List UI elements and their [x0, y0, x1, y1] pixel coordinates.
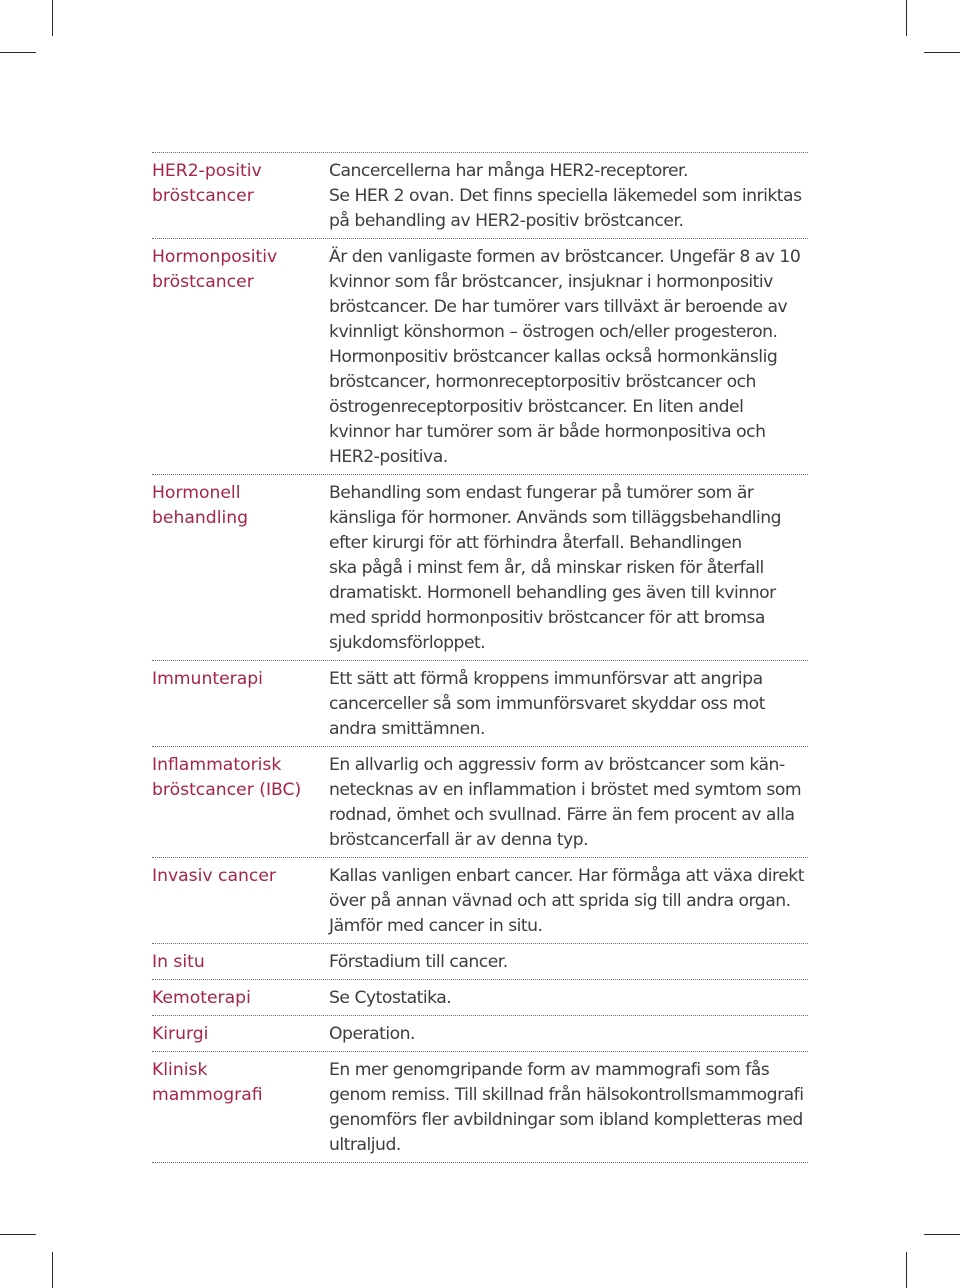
- glossary-definition: Kallas vanligen enbart cancer. Har förmåga att växa direkt över på annan vävnad och att sprida sig till andra organ. Jämför med cancer in situ.: [329, 866, 804, 936]
- glossary-row: [152, 746, 808, 857]
- glossary-definition: En mer genomgripande form av mammografi som fås genom remiss. Till skillnad från hälsokontrollsmammografi genomförs fler avbildningar som ibland kompletteras med ultraljud.: [329, 1060, 804, 1155]
- crop-mark-bottom-left: [52, 1252, 53, 1288]
- glossary-term: HER2-positiv bröstcancer: [152, 161, 262, 206]
- glossary-row: [152, 474, 808, 660]
- glossary-definition: En allvarlig och aggressiv form av bröstcancer som kän- netecknas av en inflammation i bröstet med symtom som rodnad, ömhet och svullnad. Färre än fem procent av alla bröstcancerfall är av denna typ.: [329, 755, 802, 850]
- glossary-term: Klinisk mammografi: [152, 1060, 263, 1105]
- glossary-row: [152, 943, 808, 979]
- glossary-row: [152, 1015, 808, 1051]
- glossary-row: [152, 979, 808, 1015]
- glossary-definition: Cancercellerna har många HER2-receptorer. Se HER 2 ovan. Det finns speciella läkemedel som inriktas på behandling av HER2-positiv bröstcancer.: [329, 161, 802, 231]
- glossary-definition: Se Cytostatika.: [329, 988, 452, 1008]
- crop-mark-right-top: [924, 52, 960, 53]
- glossary-term: Immunterapi: [152, 669, 263, 689]
- crop-mark-bottom-right: [906, 1252, 907, 1288]
- crop-mark-left-bottom: [0, 1234, 36, 1235]
- glossary-term: Hormonell behandling: [152, 483, 249, 528]
- glossary-term: Hormonpositiv bröstcancer: [152, 247, 278, 292]
- glossary-row: [152, 857, 808, 943]
- glossary-definition: Är den vanligaste formen av bröstcancer. Ungefär 8 av 10 kvinnor som får bröstcancer, insjuknar i hormonpositiv bröstcancer. De har tumörer vars tillväxt är beroende av kvinnligt könshormon – östrogen och/eller progesteron. Hormonpositiv bröstcancer kallas också hormonkänslig bröstcancer, hormonreceptorpositiv bröstcancer och östrogenreceptorpositiv bröstcancer. En liten andel kvinnor har tumörer som är både hormonpositiva och HER2-positiva.: [329, 247, 801, 467]
- glossary-row: [152, 152, 808, 238]
- glossary-definition: Operation.: [329, 1024, 415, 1044]
- glossary-term: Invasiv cancer: [152, 866, 276, 886]
- glossary-term: Kirurgi: [152, 1024, 209, 1044]
- glossary-definition: Behandling som endast fungerar på tumörer som är känsliga för hormoner. Används som tilläggsbehandling efter kirurgi för att förhindra återfall. Behandlingen ska pågå i minst fem år, då minskar risken för återfall dramatiskt. Hormonell behandling ges även till kvinnor med spridd hormonpositiv bröstcancer för att bromsa sjukdomsförloppet.: [329, 483, 782, 653]
- glossary-term: Kemoterapi: [152, 988, 251, 1008]
- crop-mark-top-right: [906, 0, 907, 36]
- crop-mark-top-left: [52, 0, 53, 36]
- glossary-row: [152, 1051, 808, 1163]
- glossary-definition: Ett sätt att förmå kroppens immunförsvar att angripa cancerceller så som immunförsvaret skyddar oss mot andra smittämnen.: [329, 669, 765, 739]
- crop-mark-right-bottom: [924, 1234, 960, 1235]
- glossary-row: [152, 238, 808, 474]
- glossary-definition: Förstadium till cancer.: [329, 952, 508, 972]
- glossary-row: [152, 660, 808, 746]
- glossary-table: [152, 152, 808, 1163]
- glossary-term: In situ: [152, 952, 205, 972]
- glossary-term: Inflammatorisk bröstcancer (IBC): [152, 755, 302, 800]
- crop-mark-left-top: [0, 52, 36, 53]
